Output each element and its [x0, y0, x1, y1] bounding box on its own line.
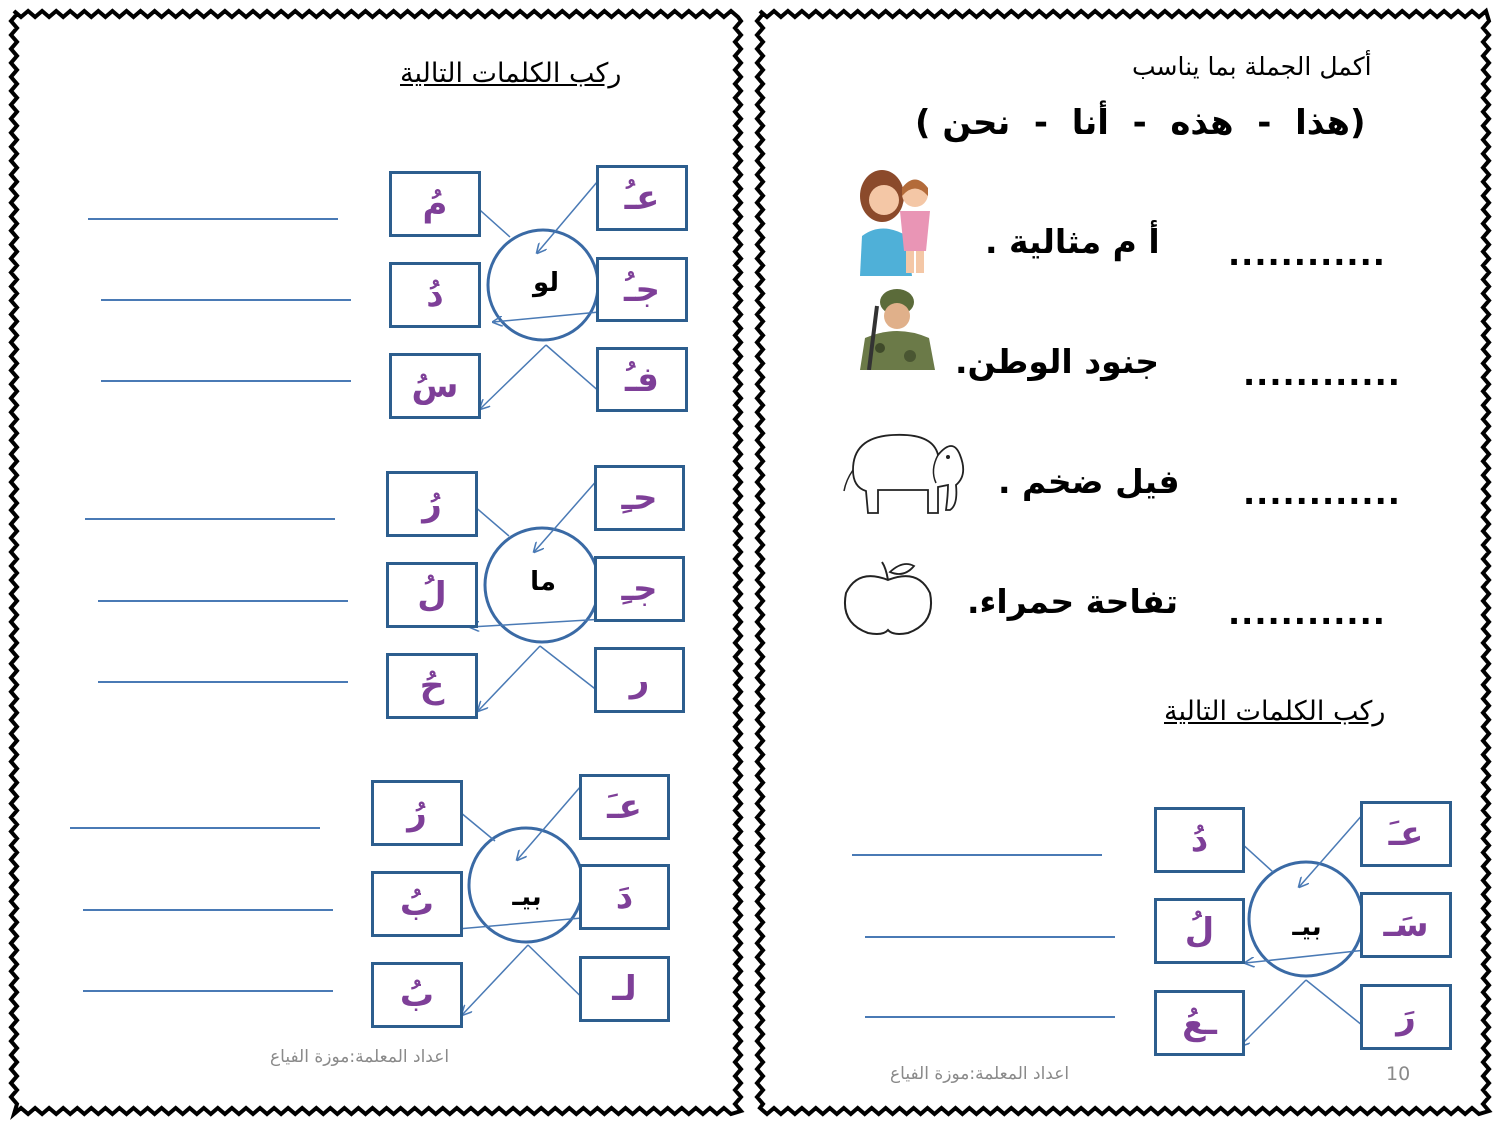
answer-line[interactable] — [98, 681, 348, 683]
letter-box[interactable]: رُ — [371, 780, 463, 846]
answer-line[interactable] — [865, 1016, 1115, 1018]
center-word: بيـ — [1292, 912, 1322, 942]
instruction: أكمل الجملة بما يناسب — [1132, 52, 1372, 81]
sentence-text: تفاحة حمراء. — [967, 582, 1178, 621]
letter-box[interactable]: لـ — [579, 956, 670, 1022]
letter-box[interactable]: فـُ — [596, 347, 688, 412]
letter-box[interactable]: حـِ — [594, 465, 685, 531]
connector-arrow — [537, 175, 603, 253]
answer-line[interactable] — [865, 936, 1115, 938]
answer-line[interactable] — [101, 299, 351, 301]
connector-arrow — [534, 478, 599, 552]
letter-box[interactable]: عـَ — [1360, 801, 1452, 867]
letter-box[interactable]: رُ — [386, 471, 478, 537]
blank-line[interactable]: ............ — [1228, 594, 1386, 632]
answer-line[interactable] — [70, 827, 320, 829]
letter-box[interactable]: سَـ — [1360, 892, 1452, 958]
answer-line[interactable] — [83, 990, 333, 992]
answer-line[interactable] — [88, 218, 338, 220]
letter-box[interactable]: عـُ — [596, 165, 688, 231]
right-section-title: ركب الكلمات التالية — [1164, 696, 1386, 727]
connector-arrow — [1240, 980, 1306, 1046]
blank-line[interactable]: ............ — [1228, 235, 1386, 273]
letter-box[interactable]: عـَ — [579, 774, 670, 840]
sentence-text: أ م مثالية . — [985, 222, 1160, 261]
letter-box[interactable]: بُ — [371, 962, 463, 1028]
connector-arrow — [462, 945, 528, 1015]
blank-line[interactable]: ............ — [1243, 474, 1401, 512]
letter-box[interactable]: جـِ — [594, 556, 685, 622]
letter-box[interactable]: مُ — [389, 171, 481, 237]
answer-line[interactable] — [98, 600, 348, 602]
answer-line[interactable] — [852, 854, 1102, 856]
letter-box[interactable]: لُ — [386, 562, 478, 628]
letter-box[interactable]: حُ — [386, 653, 478, 719]
center-word: بيـ — [512, 882, 542, 912]
right-footer: اعداد المعلمة:موزة الفياع — [890, 1064, 1070, 1084]
connector-arrow — [1299, 813, 1364, 887]
letter-box[interactable]: بُ — [371, 871, 463, 937]
center-word: لو — [532, 268, 560, 298]
letter-box[interactable]: لُ — [1154, 898, 1245, 964]
word-choices: (هذا - هذه - أنا - نحن ) — [915, 103, 1366, 143]
connector-arrow — [480, 345, 546, 409]
left-page-title: ركب الكلمات التالية — [400, 58, 622, 89]
letter-box[interactable]: سُ — [389, 353, 481, 419]
blank-line[interactable]: ............ — [1243, 355, 1401, 393]
answer-line[interactable] — [85, 518, 335, 520]
answer-line[interactable] — [101, 380, 351, 382]
letter-box[interactable]: جـُ — [596, 257, 688, 322]
answer-line[interactable] — [83, 909, 333, 911]
page-number: 10 — [1386, 1063, 1411, 1085]
letter-box[interactable]: رَ — [1360, 984, 1452, 1050]
letter-box[interactable]: دُ — [389, 262, 481, 328]
letter-box[interactable]: دَ — [579, 864, 670, 930]
letter-box[interactable]: ـعُ — [1154, 990, 1245, 1056]
connector-arrow — [478, 646, 540, 711]
sentence-text: فيل ضخم . — [998, 462, 1180, 501]
sentence-text: جنود الوطن. — [955, 342, 1160, 381]
center-word: ما — [530, 567, 556, 597]
connector-arrow — [493, 311, 610, 322]
letter-box[interactable]: ر — [594, 647, 685, 713]
letter-box[interactable]: دُ — [1154, 807, 1245, 873]
left-footer: اعداد المعلمة:موزة الفياع — [270, 1047, 450, 1067]
